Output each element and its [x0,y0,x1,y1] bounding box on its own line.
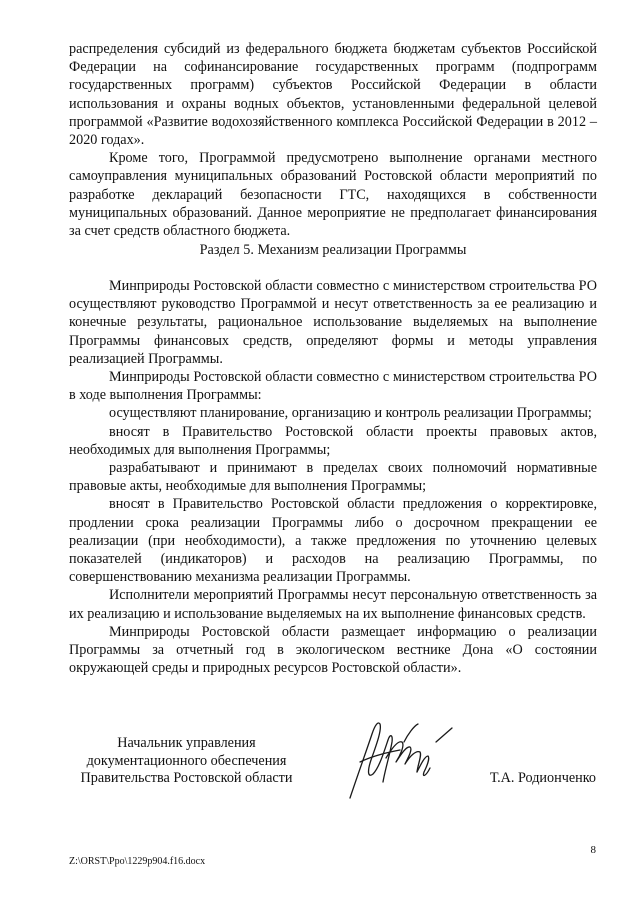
paragraph-publication: Минприроды Ростовской области размещает информацию о реализации Программы за отчетный год в экологическом вестнике Дона «О состоянии окружающей среды и природных ресурсов Ростовской области». [69,623,597,677]
section-text [69,277,597,677]
paragraph-executors: Исполнители мероприятий Программы несут персональную ответственность за их реализацию и использование выделяемых на их выполнение финансовых средств. [69,587,597,622]
file-path: Z:\ORST\Ppo\1229p904.f16.docx [69,856,206,867]
paragraph-planning: осуществляют планирование, организацию и контроль реализации Программы; [109,405,592,422]
page-number: 8 [590,844,596,856]
paragraph-management: Минприроды Ростовской области совместно с министерством строительства РО осуществляют руководство Программой и несут ответственность за ее реализацию и конечные результаты, рациональное использование выделяемых на выполнение Программы финансовых средств, определяют формы и методы управления реализацией Программы. [69,278,597,367]
handwritten-signature [338,712,458,804]
paragraph-normative-acts: разрабатывают и принимают в пределах своих полномочий нормативные правовые акты, необходимые для выполнения Программы; [69,460,597,495]
paragraph-local-government: Кроме того, Программой предусмотрено выполнение органами местного самоуправления муниципальных образований Ростовской области мероприятий по разработке деклараций безопасности ГТС, находящихся в собственности муниципальных образований. Данное мероприятие не предполагает финансирования за счет средств областного бюджета. [69,150,597,240]
signer-position [69,735,304,788]
signer-name: Т.А. Родионченко [489,770,596,786]
signer-position-line: Начальник управления [117,735,256,751]
paragraph-duties-intro: Минприроды Ростовской области совместно с министерством строительства РО в ходе выполнения Программы: [69,369,597,404]
signer-position-line: документационного обеспечения [86,752,287,769]
paragraph-legal-acts: вносят в Правительство Ростовской области проекты правовых актов, необходимых для выполнения Программы; [69,423,597,458]
paragraph-proposals: вносят в Правительство Ростовской области предложения о корректировке, продлении срока реализации Программы либо о досрочном прекращении ее реализации (при необходимости), а также предложения по уточнению целевых показателей (индикаторов) и расходов на реализацию Программы, по совершенствованию механизма реализации Программы. [69,496,597,586]
intro-text [69,40,597,240]
section-heading: Раздел 5. Механизм реализации Программы [199,242,467,258]
signer-position-line: Правительства Ростовской области [80,770,293,786]
paragraph-intro-continued: распределения субсидий из федерального бюджета бюджетам субъектов Российской Федерации на софинансирование государственных программ (подпрограмм государственных программ) субъектов Российской Федерации в области использования и охраны водных объектов, установленными федеральной целевой программой «Развитие водохозяйственного комплекса Российской Федерации в 2012 – 2020 годах». [69,41,597,149]
